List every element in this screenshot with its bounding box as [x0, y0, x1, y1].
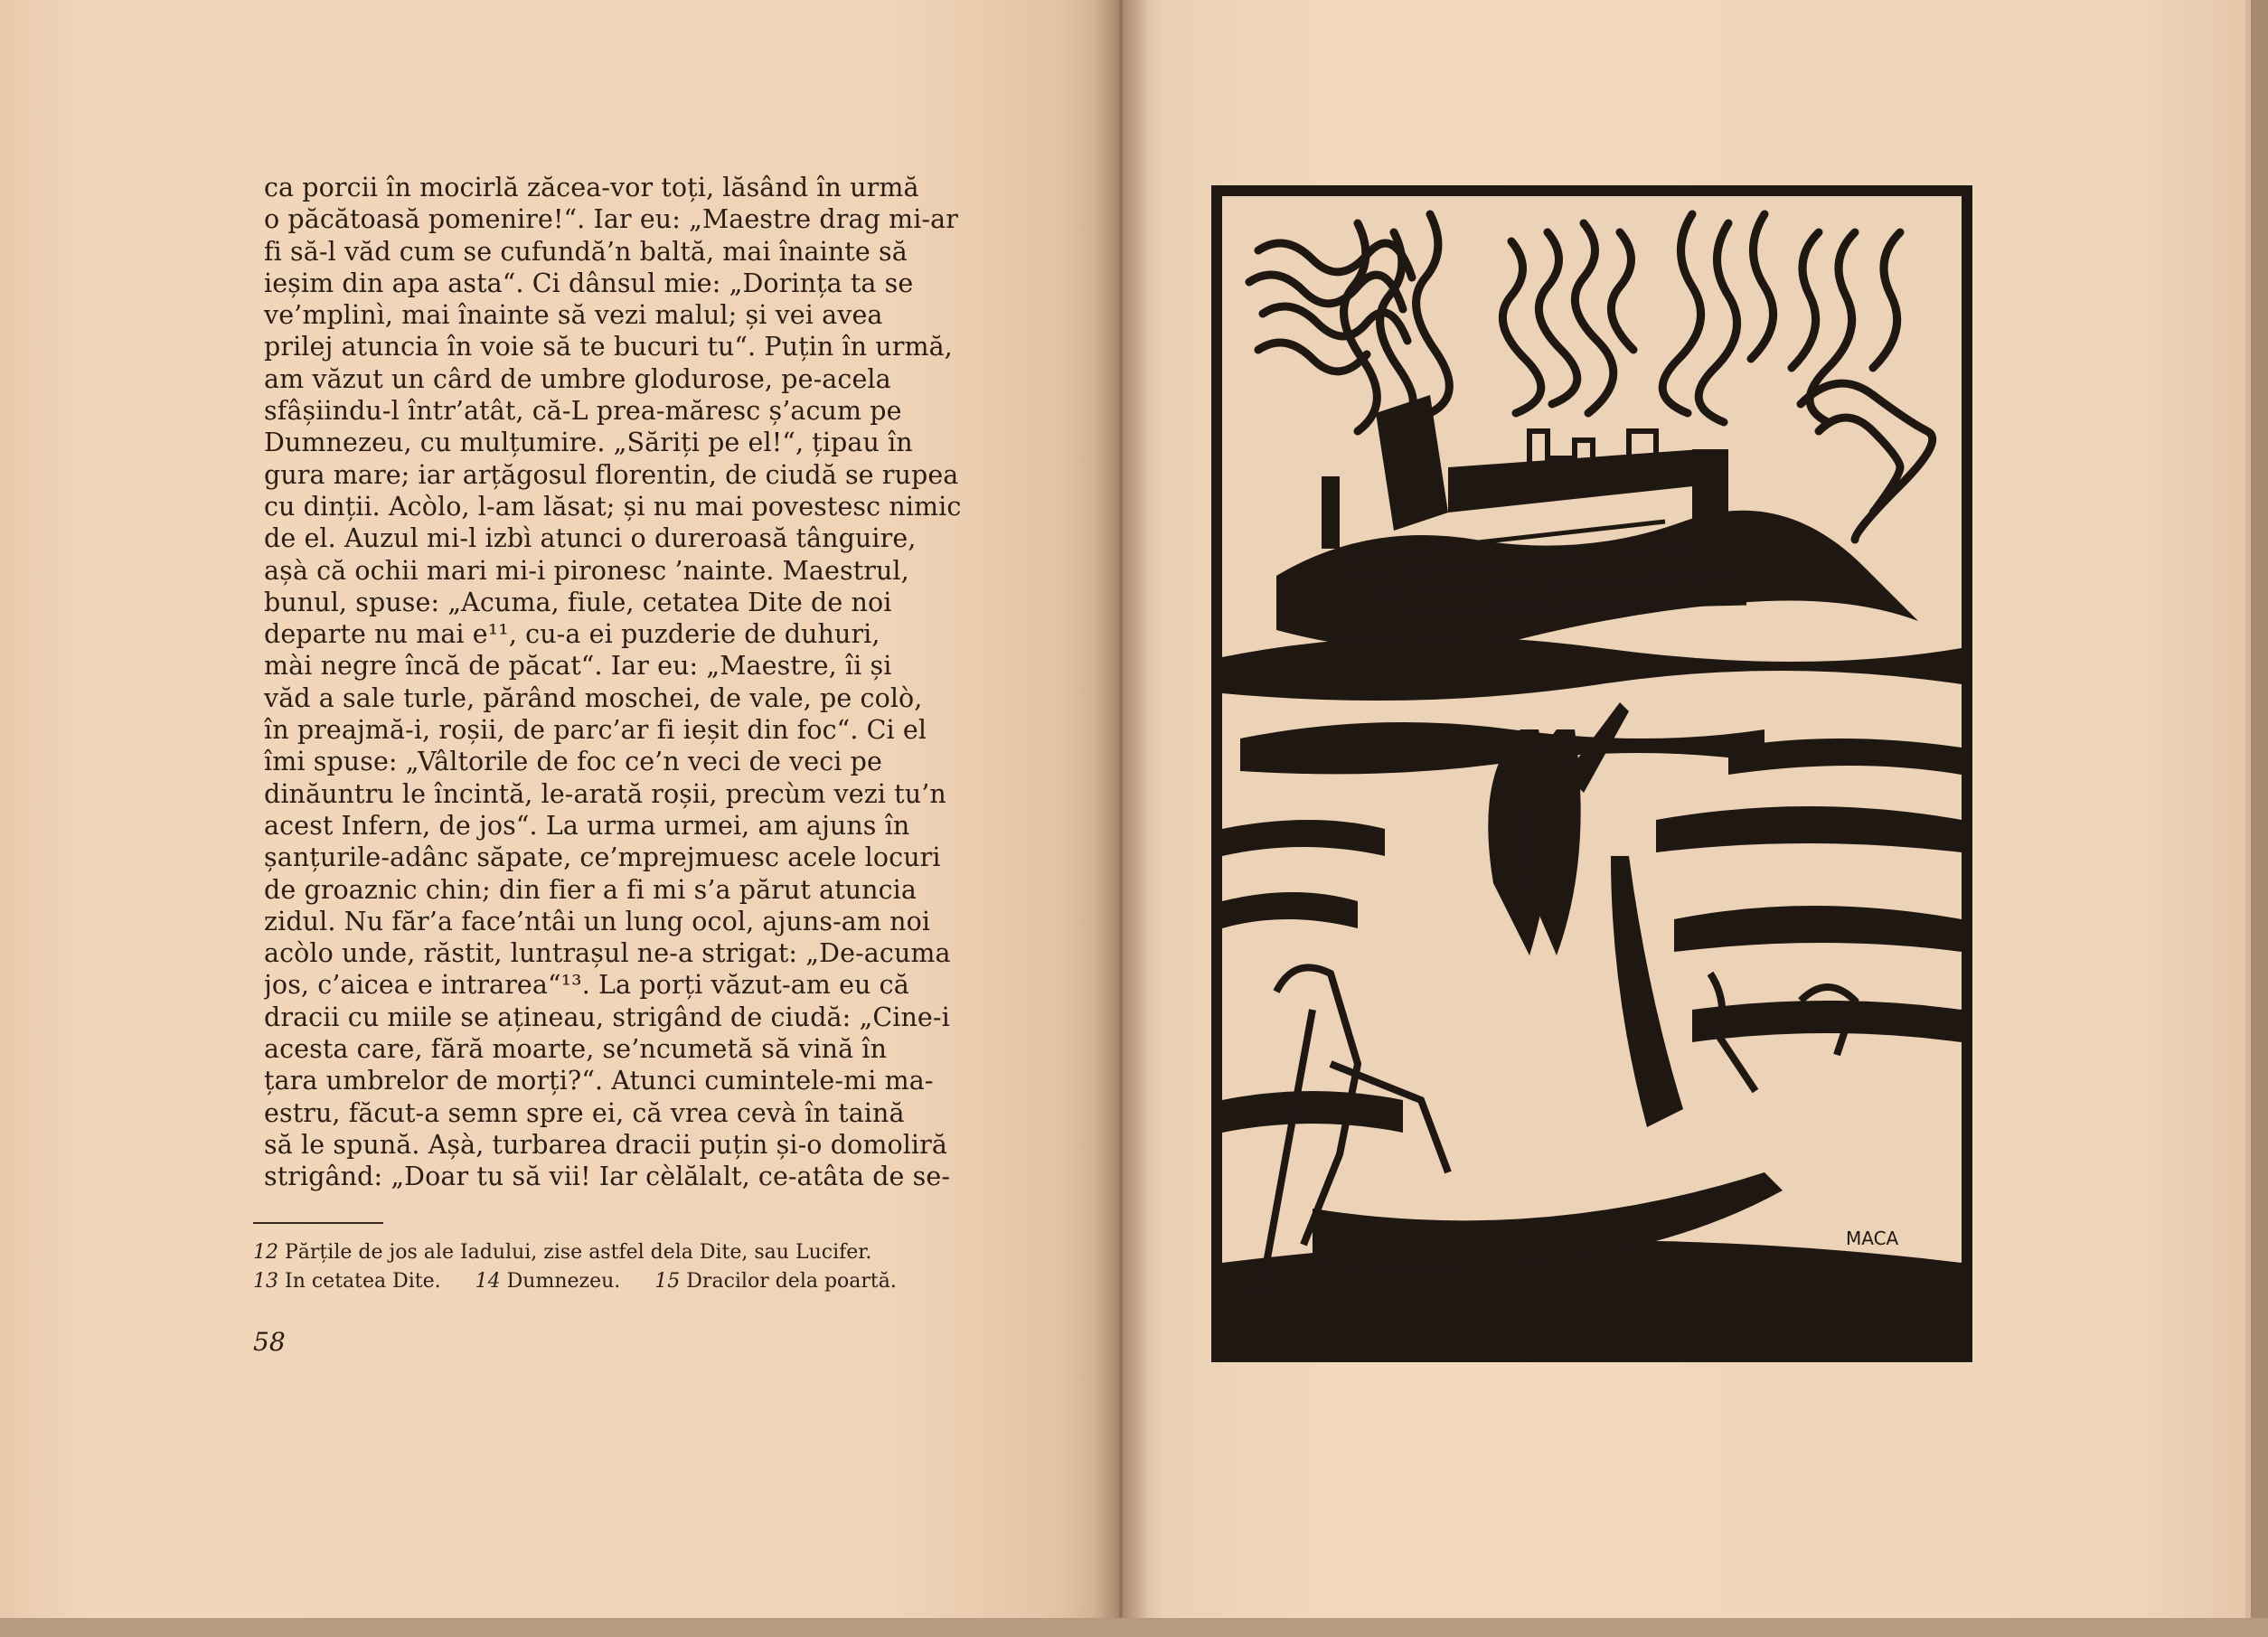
- text-line: zidul. Nu făr’a face’ntâi un lung ocol, ajuns-am noi: [264, 906, 931, 936]
- text-line: dracii cu miile se ațineau, strigând de ciudă: „Cine-i: [264, 1002, 950, 1032]
- text-line: o păcătoasă pomenire!“. Iar eu: „Maestre drag mi-ar: [264, 204, 958, 235]
- text-line: prilej atuncia în voie să te bucuri tu“. Puțin în urmă,: [264, 332, 953, 362]
- text-line: dinăuntru le încintă, le-arată roșii, precùm vezi tu’n: [264, 778, 946, 809]
- footnote-text: Dumnezeu.: [506, 1270, 621, 1293]
- text-line: cu dinții. Acòlo, l-am lăsat; și nu mai povestesc nimic: [264, 491, 962, 522]
- text-line: Dumnezeu, cu mulțumire. „Săriți pe el!“, țipau în: [264, 428, 913, 458]
- left-page: [0, 0, 1117, 1618]
- footnote-text: Părțile de jos ale Iadului, zise astfel dela Dite, sau Lucifer.: [285, 1241, 872, 1264]
- footnotes: [253, 1238, 958, 1296]
- footnote-rule: [253, 1222, 383, 1224]
- woodcut-image: [1222, 196, 1962, 1351]
- woodcut-illustration: [1211, 185, 1972, 1362]
- artist-signature: MACA: [1846, 1228, 1899, 1249]
- text-line: acòlo unde, răstit, luntrașul ne-a strigat: „De-acuma: [264, 938, 951, 969]
- boat-shape: [1313, 702, 1783, 1268]
- text-line: să le spună. Așà, turbarea dracii puțin și-o domoliră: [264, 1129, 947, 1160]
- book-gutter: [1094, 0, 1148, 1618]
- text-line: sfâșiindu-l într’atât, că-L prea-măresc ș’acum pe: [264, 396, 902, 427]
- text-line: estru, făcut-a semn spre ei, că vrea cevà în taină: [264, 1097, 905, 1128]
- footnote-number: 12: [253, 1241, 278, 1264]
- footnote-text: In cetatea Dite.: [285, 1270, 441, 1293]
- text-line: am văzut un cârd de umbre glodurose, pe-acela: [264, 363, 891, 394]
- footnote-line: [253, 1267, 958, 1296]
- text-line: îmi spuse: „Vâltorile de foc ce’n veci de veci pe: [264, 747, 882, 777]
- text-line: strigând: „Doar tu să vii! Iar cèlălalt, ce-atâta de se-: [264, 1162, 951, 1192]
- footnote-line: [253, 1238, 958, 1267]
- text-line: mài negre încă de păcat“. Iar eu: „Maestre, îi și: [264, 651, 892, 682]
- text-line: acest Infern, de jos“. La urma urmei, am ajuns în: [264, 810, 910, 841]
- text-line: șanțurile-adânc săpate, ce’mprejmuesc acele locuri: [264, 842, 941, 873]
- body-text: [264, 172, 969, 1193]
- text-line: gura mare; iar arțăgosul florentin, de ciudă se rupea: [264, 459, 959, 490]
- text-line: bunul, spuse: „Acuma, fiule, cetatea Dite de noi: [264, 587, 892, 617]
- footnote-number: 14: [475, 1270, 501, 1293]
- text-line: fi să-l văd cum se cufundă’n baltă, mai înainte să: [264, 236, 908, 267]
- text-line: ieșim din apa asta“. Ci dânsul mie: „Dorința ta se: [264, 268, 914, 298]
- footnote-number: 15: [654, 1270, 681, 1293]
- page-number: 58: [253, 1327, 286, 1357]
- text-line: de groaznic chin; din fier a fi mi s’a părut atuncia: [264, 874, 917, 905]
- page-bottom-edge: [0, 1618, 2268, 1637]
- text-line: de el. Auzul mi-l izbì atunci o dureroasă tânguire,: [264, 523, 917, 554]
- text-line: ca porcii în mocirlă zăcea-vor toți, lăsând în urmă: [264, 173, 919, 202]
- text-line: acesta care, fără moarte, se’ncumetă să vină în: [264, 1034, 888, 1065]
- text-line: văd a sale turle, părând moschei, de vale, pe colò,: [264, 682, 923, 713]
- footnote-text: Dracilor dela poartă.: [686, 1270, 897, 1293]
- text-line: în preajmă-i, roșii, de parc’ar fi ieșit din foc“. Ci el: [264, 715, 927, 746]
- text-line: departe nu mai e¹¹, cu-a ei puzderie de duhuri,: [264, 619, 880, 650]
- text-line: ve’mplinì, mai înainte să vezi malul; și vei avea: [264, 300, 883, 331]
- text-line: jos, c’aicea e intrarea“¹³. La porți văzut-am eu că: [264, 970, 909, 1001]
- text-line: așà că ochii mari mi-i pironesc ’nainte. Maestrul,: [264, 555, 909, 586]
- footnote-number: 13: [253, 1270, 278, 1293]
- text-line: țara umbrelor de morți?“. Atunci cumintele-mi ma-: [264, 1066, 934, 1096]
